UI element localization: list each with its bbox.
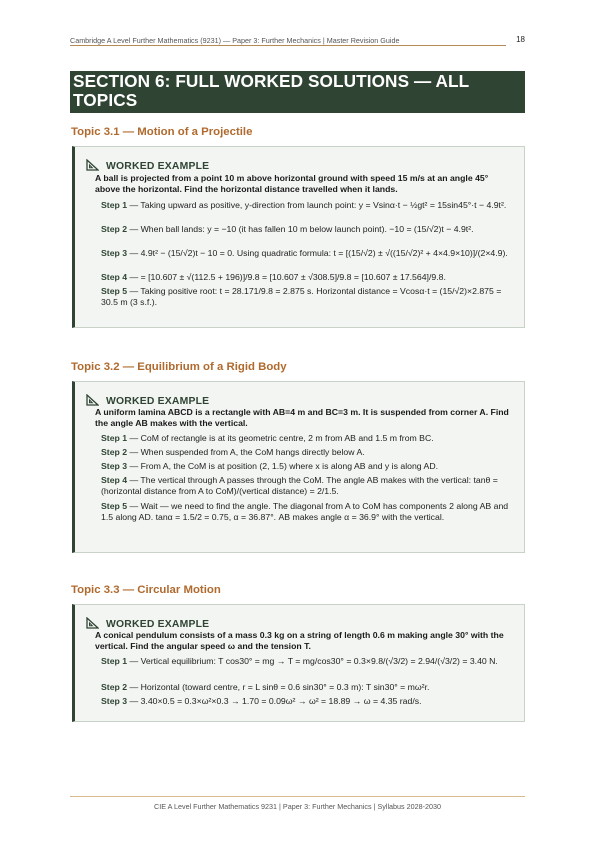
solution-step [101, 682, 510, 693]
worked-example-label: WORKED EXAMPLE [106, 396, 210, 407]
topic-heading: Topic 3.3 — Circular Motion [71, 584, 221, 596]
solution-step [101, 272, 510, 283]
section-title-line-2: TOPICS [73, 90, 138, 110]
worked-example-header [86, 156, 209, 170]
solution-step [101, 200, 510, 211]
worked-example-box [72, 381, 525, 553]
step-text: — = [10.607 ± √(112.5 + 196)]/9.8 = [10.607 ± √308.5]/9.8 = [10.607 ± 17.564]/9.8. [127, 272, 446, 282]
solution-step [101, 656, 510, 667]
problem-statement: A uniform lamina ABCD is a rectangle with AB=4 m and BC=3 m. It is suspended from corner A. Find the angle AB makes with the vertical. [95, 407, 509, 429]
step-label: Step 4 [101, 272, 128, 282]
footer-text: CIE A Level Further Mathematics 9231 | Paper 3: Further Mechanics | Syllabus 2028-2030 [154, 802, 441, 811]
step-text: — CoM of rectangle is at its geometric centre, 2 m from AB and 1.5 m from BC. [127, 433, 434, 443]
set-square-icon [86, 394, 99, 406]
solution-step [101, 475, 510, 497]
step-text: — Horizontal (toward centre, r = L sinθ = 0.6 sin30° = 0.3 m): T sin30° = mω²r. [127, 682, 430, 692]
solution-step [101, 248, 510, 259]
problem-statement: A conical pendulum consists of a mass 0.3 kg on a string of length 0.6 m making angle 30° with the vertical. Find the angular speed ω and the tension T. [95, 630, 504, 652]
solution-step [101, 433, 510, 444]
solution-step [101, 286, 510, 308]
step-text: — Taking upward as positive, y-direction from launch point: y = Vsinα·t − ½gt² = 15sin45°·t − 4.9t². [127, 200, 507, 210]
page-header [70, 36, 525, 48]
step-label: Step 3 [101, 248, 128, 258]
header-rule [70, 45, 506, 46]
worked-example-header [86, 614, 209, 628]
step-text: — 3.40×0.5 = 0.3×ω²×0.3 → 1.70 = 0.09ω² → ω² = 18.89 → ω = 4.35 rad/s. [127, 696, 422, 706]
worked-example-box [72, 604, 525, 722]
worked-example-header [86, 391, 209, 405]
header-text: Cambridge A Level Further Mathematics (9231) — Paper 3: Further Mechanics | Master Revision Guide [70, 36, 400, 45]
step-label: Step 2 [101, 447, 128, 457]
step-label: Step 3 [101, 696, 128, 706]
step-label: Step 4 [101, 475, 128, 485]
topic-heading: Topic 3.1 — Motion of a Projectile [71, 126, 253, 138]
solution-step [101, 224, 510, 235]
step-text: — From A, the CoM is at position (2, 1.5) where x is along AB and y is along AD. [127, 461, 439, 471]
step-label: Step 5 [101, 501, 128, 511]
step-label: Step 1 [101, 433, 128, 443]
step-label: Step 2 [101, 224, 128, 234]
step-label: Step 2 [101, 682, 128, 692]
page-footer [70, 796, 525, 811]
solution-step [101, 461, 510, 472]
worked-example-label: WORKED EXAMPLE [106, 161, 210, 172]
step-text: — When suspended from A, the CoM hangs directly below A. [127, 447, 365, 457]
set-square-icon [86, 159, 99, 171]
worked-example-box [72, 146, 525, 328]
worked-example-label: WORKED EXAMPLE [106, 619, 210, 630]
step-label: Step 3 [101, 461, 128, 471]
step-label: Step 1 [101, 200, 128, 210]
solution-step [101, 696, 510, 707]
solution-step [101, 501, 510, 523]
problem-statement: A ball is projected from a point 10 m above horizontal ground with speed 15 m/s at an angle 45° above the horizontal. Find the horizontal distance travelled when it lands. [95, 173, 489, 195]
section-title [70, 71, 525, 113]
page-number: 18 [516, 35, 525, 44]
step-text: — The vertical through A passes through the CoM. The angle AB makes with the vertical: tanθ = (horizontal distance from A to CoM)/(vertical distance) = 2/1.5. [101, 475, 498, 497]
step-text: — Taking positive root: t = 28.171/9.8 = 2.875 s. Horizontal distance = Vcosα·t = (15/√2)×2.875 = 30.5 m (3 s.f.). [101, 286, 502, 308]
solution-step [101, 447, 510, 458]
section-title-line-1: SECTION 6: FULL WORKED SOLUTIONS — ALL [73, 71, 470, 91]
step-label: Step 1 [101, 656, 128, 666]
step-text: — When ball lands: y = −10 (it has fallen 10 m below launch point). −10 = (15/√2)t − 4.9t². [127, 224, 474, 234]
step-label: Step 5 [101, 286, 128, 296]
step-text: — Wait — we need to find the angle. The diagonal from A to CoM has components 2 along AB and 1.5 along AD. tanα = 1.5/2 = 0.75, α = 36.87°. AB makes angle α = 36.9° with the vertical. [101, 501, 509, 523]
step-text: — 4.9t² − (15/√2)t − 10 = 0. Using quadratic formula: t = [(15/√2) ± √((15/√2)² + 4×4.9×10)]/(2×4.9). [127, 248, 508, 258]
set-square-icon [86, 617, 99, 629]
topic-heading: Topic 3.2 — Equilibrium of a Rigid Body [71, 361, 287, 373]
step-text: — Vertical equilibrium: T cos30° = mg → T = mg/cos30° = 0.3×9.8/(√3/2) = 2.94/(√3/2) = 3.40 N. [127, 656, 498, 666]
